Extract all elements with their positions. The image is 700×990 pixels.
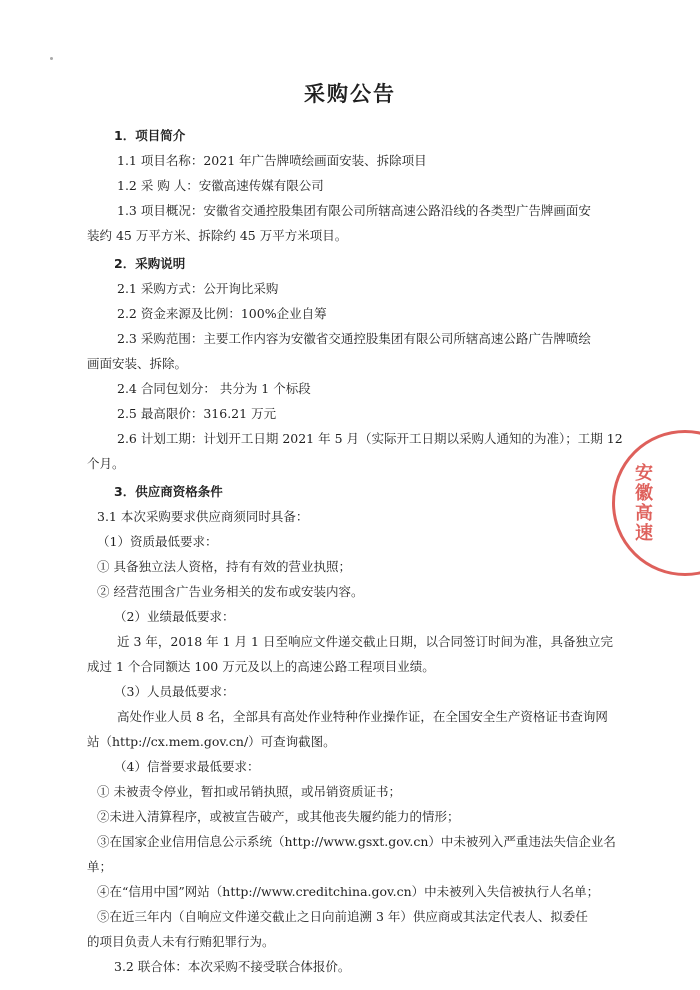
item-2-1: 2.1 采购方式：公开询比采购 — [117, 281, 279, 296]
seal-text: 安徽高速 — [632, 463, 653, 543]
section-2-heading: 2．采购说明 — [114, 256, 186, 271]
page-title: 采购公告 — [304, 82, 396, 106]
document-body — [87, 120, 623, 979]
performance-heading: （2）业绩最低要求： — [114, 609, 235, 624]
qualification-2: ② 经营范围含广告业务相关的发布或安装内容。 — [97, 584, 364, 599]
item-2-6-line1: 2.6 计划工期：计划开工日期 2021 年 5 月（实际开工日期以采购人通知的为准）；工期 12 — [117, 431, 623, 446]
credit-2: ②未进入清算程序，或被宣告破产，或其他丧失履约能力的情形； — [97, 809, 460, 824]
item-3-2: 3.2 联合体：本次采购不接受联合体报价。 — [114, 959, 351, 974]
qualification-1: ① 具备独立法人资格，持有有效的营业执照； — [97, 559, 351, 574]
company-seal — [612, 430, 700, 576]
credit-5-line1: ⑤在近三年内（自响应文件递交截止之日向前追溯 3 年）供应商或其法定代表人、拟委任 — [97, 909, 588, 924]
item-2-6-line2: 个月。 — [87, 456, 125, 471]
item-1-1: 1.1 项目名称：2021 年广告牌喷绘画面安装、拆除项目 — [117, 153, 427, 168]
personnel-line2: 站（http://cx.mem.gov.cn/）可查询截图。 — [87, 734, 336, 749]
item-2-2: 2.2 资金来源及比例：100%企业自筹 — [117, 306, 327, 321]
item-1-3-line1: 1.3 项目概况：安徽省交通控股集团有限公司所辖高速公路沿线的各类型广告牌画面安 — [117, 203, 591, 218]
credit-heading: （4）信誉要求最低要求： — [114, 759, 260, 774]
credit-1: ① 未被责令停业，暂扣或吊销执照，或吊销资质证书； — [97, 784, 401, 799]
qualification-heading: （1）资质最低要求： — [97, 534, 218, 549]
personnel-line1: 高处作业人员 8 名，全部具有高处作业特种作业操作证，在全国安全生产资格证书查询网 — [117, 709, 608, 724]
performance-line1: 近 3 年，2018 年 1 月 1 日至响应文件递交截止日期，以合同签订时间为准，具备独立完 — [117, 634, 613, 649]
credit-4: ④在“信用中国”网站（http://www.creditchina.gov.cn）中未被列入失信被执行人名单； — [97, 884, 600, 899]
performance-line2: 成过 1 个合同额达 100 万元及以上的高速公路工程项目业绩。 — [87, 659, 435, 674]
item-2-4: 2.4 合同包划分： 共分为 1 个标段 — [117, 381, 311, 396]
section-1-heading: 1．项目简介 — [114, 128, 186, 143]
item-2-3-line1: 2.3 采购范围：主要工作内容为安徽省交通控股集团有限公司所辖高速公路广告牌喷绘 — [117, 331, 591, 346]
personnel-heading: （3）人员最低要求： — [114, 684, 235, 699]
credit-5-line2: 的项目负责人未有行贿犯罪行为。 — [87, 934, 275, 949]
credit-3-line1: ③在国家企业信用信息公示系统（http://www.gsxt.gov.cn）中未被列入严重违法失信企业名 — [97, 834, 616, 849]
item-1-2: 1.2 采 购 人：安徽高速传媒有限公司 — [117, 178, 324, 193]
item-1-3-line2: 装约 45 万平方米、拆除约 45 万平方米项目。 — [87, 228, 348, 243]
item-2-3-line2: 画面安装、拆除。 — [87, 356, 188, 371]
scan-speck — [50, 57, 53, 60]
item-3-1: 3.1 本次采购要求供应商须同时具备： — [97, 509, 309, 524]
credit-3-line2: 单； — [87, 859, 113, 874]
section-3-heading: 3．供应商资格条件 — [114, 484, 223, 499]
item-2-5: 2.5 最高限价：316.21 万元 — [117, 406, 277, 421]
